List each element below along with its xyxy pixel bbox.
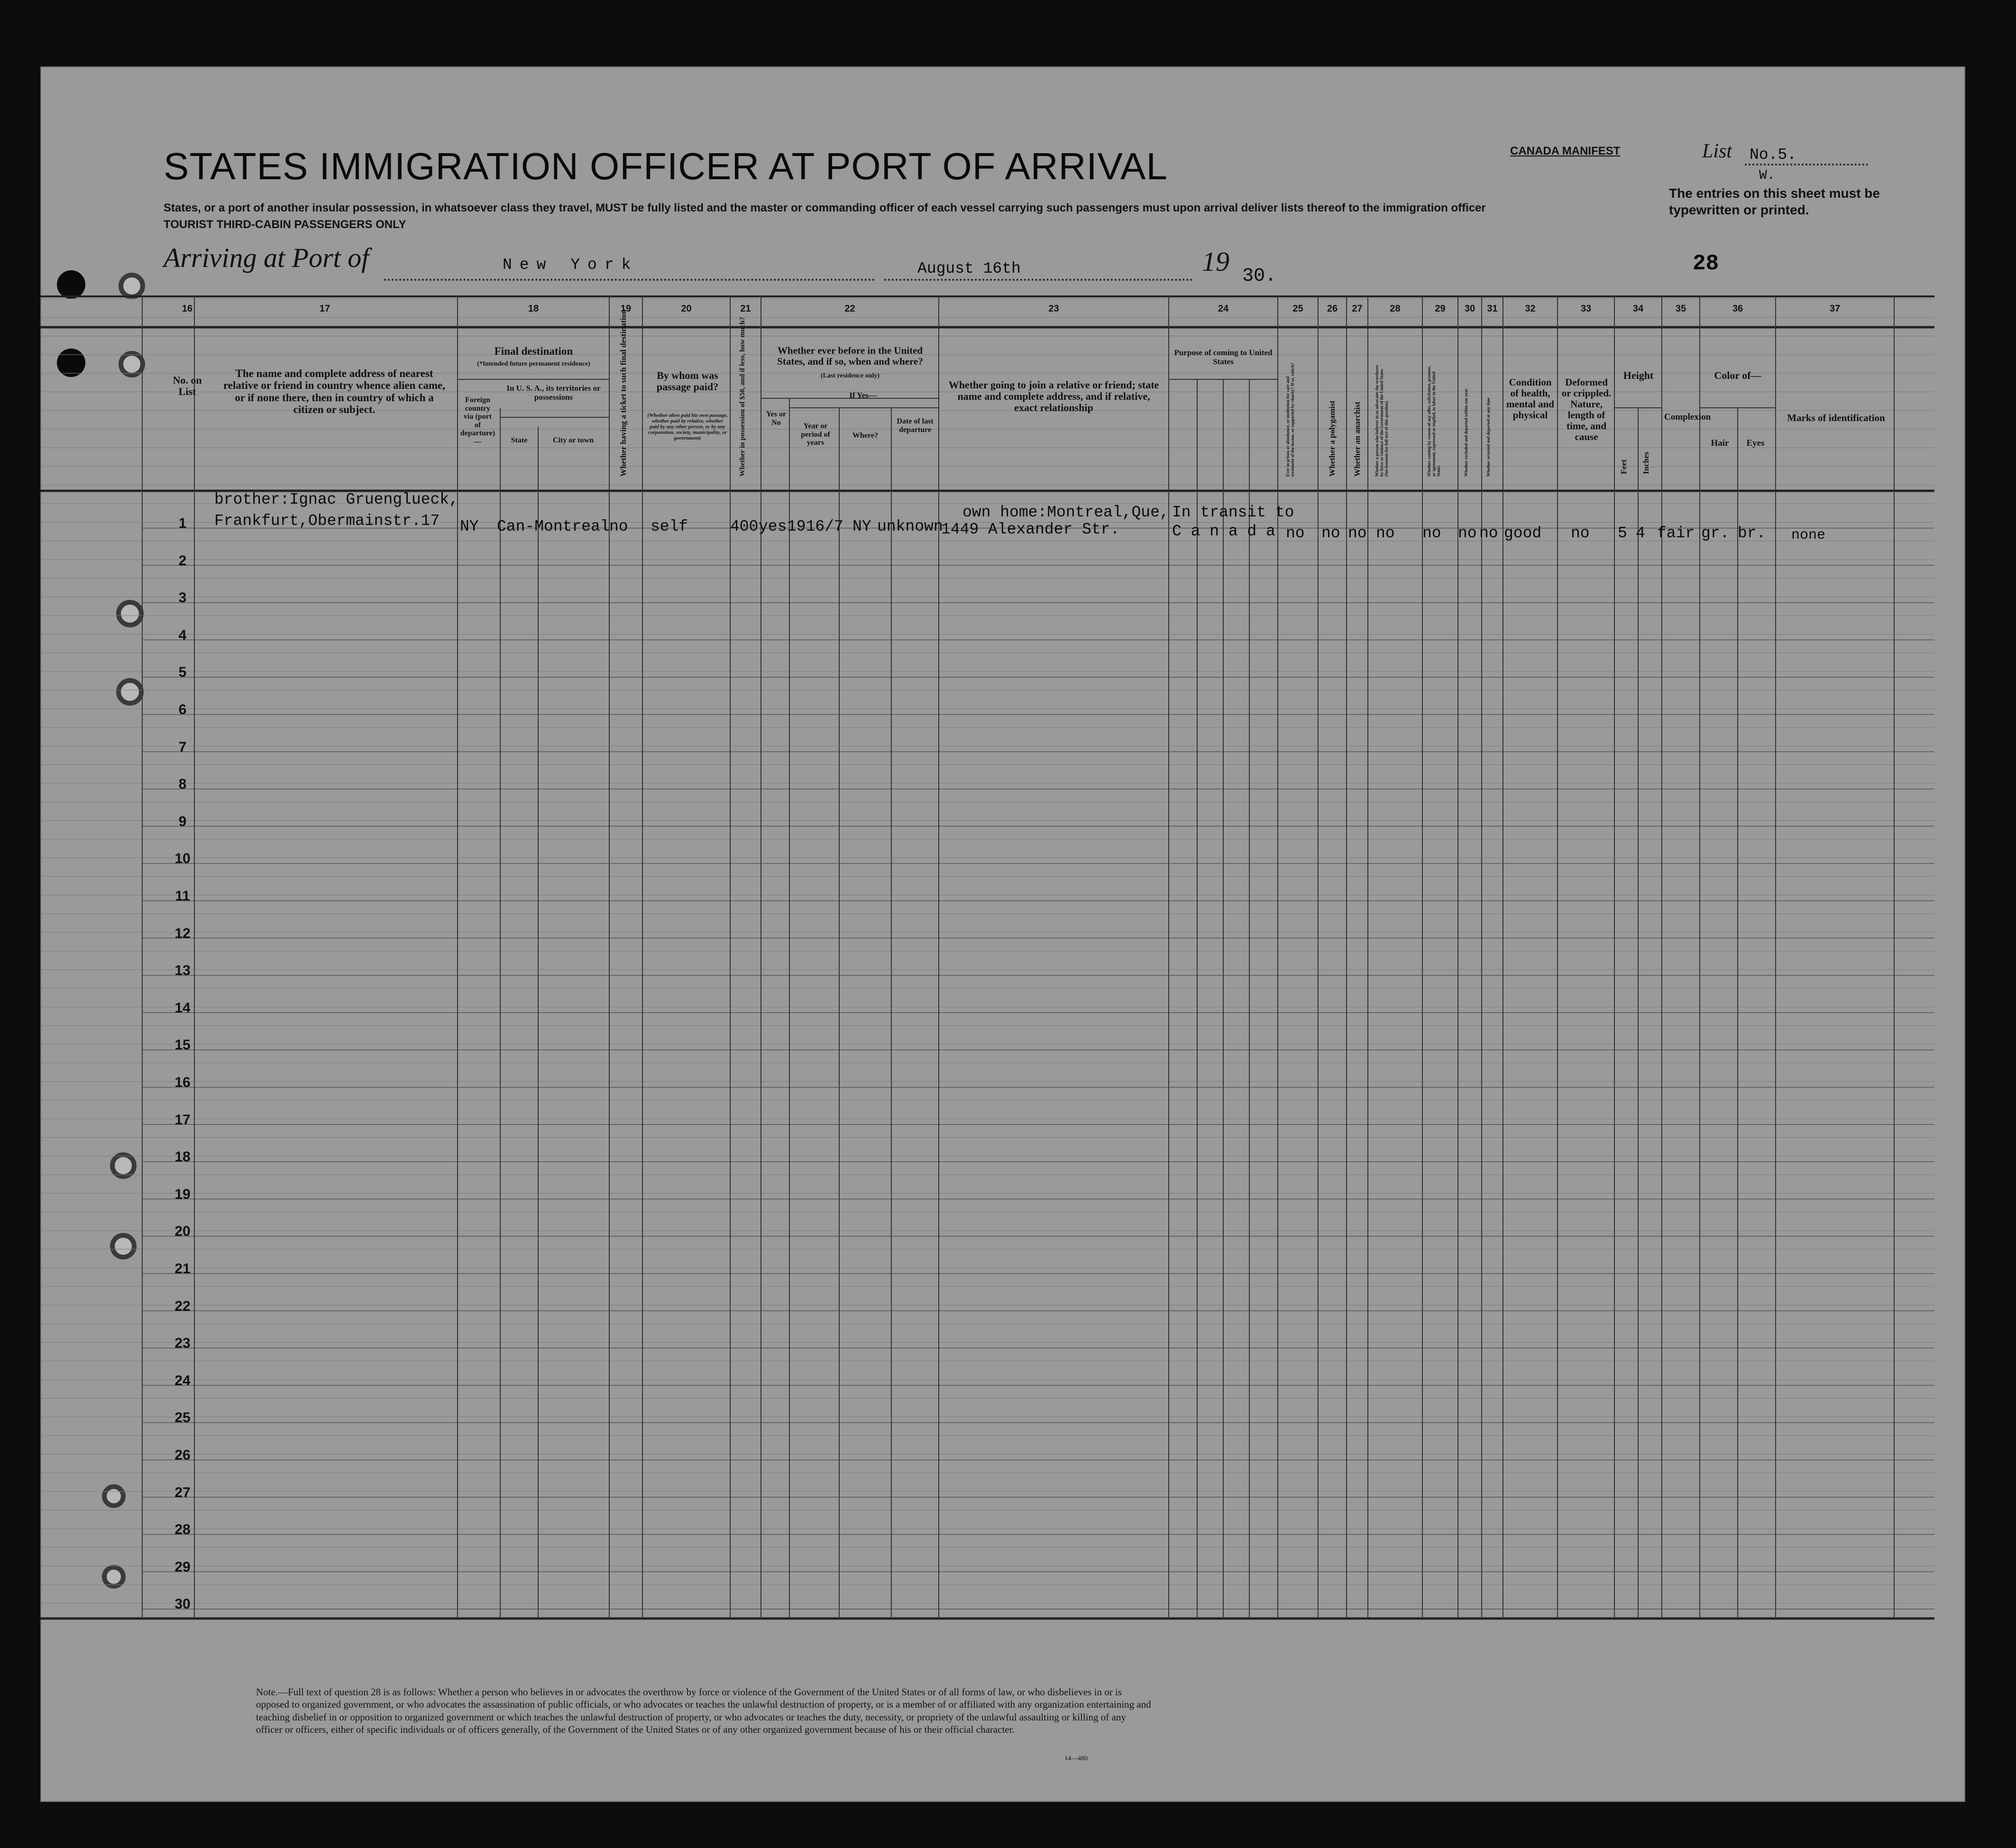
- date-value: August 16th: [917, 260, 1021, 277]
- entry-deformed: no: [1571, 524, 1590, 542]
- form-number: 14—480: [1064, 1755, 1088, 1762]
- entry-arrested: no: [1479, 524, 1498, 542]
- row-number: 18: [174, 1149, 191, 1165]
- row-number: 19: [174, 1186, 191, 1202]
- entry-relative-address: Frankfurt,Obermainstr.17: [214, 512, 440, 530]
- header-final-destination-note: (*Intended future permanent residence): [477, 360, 590, 368]
- entry-overthrow: no: [1376, 524, 1395, 542]
- year-prefix: 19: [1202, 246, 1229, 277]
- header-polygamist: Whether a polygamist: [1328, 400, 1337, 477]
- entry-polygamist: no: [1321, 524, 1340, 542]
- row-number: 28: [174, 1522, 191, 1538]
- entry-purpose-line1: In transit to: [1172, 504, 1294, 521]
- header-inches: Inches: [1641, 451, 1650, 474]
- header-color-of: Color of—: [1714, 369, 1761, 381]
- col-num-37: 37: [1829, 303, 1841, 314]
- header-offer: Whether coming by reason of any offer, solicitation, promise, or agreement, expressed or implied, to labor in the United States: [1427, 366, 1441, 477]
- col-num-36: 36: [1732, 303, 1743, 314]
- row-number: 17: [174, 1112, 191, 1128]
- row-number: 14: [174, 1000, 191, 1016]
- entry-money: 400: [730, 518, 759, 535]
- header-ticket: Whether having a ticket to such final destination: [619, 309, 628, 477]
- row-number: 11: [175, 888, 190, 904]
- col-num-20: 20: [681, 303, 692, 314]
- header-last-residence: (Last residence only): [820, 372, 880, 379]
- form-title: STATES IMMIGRATION OFFICER AT PORT OF ARRIVAL: [164, 145, 1168, 187]
- row-number: 9: [178, 813, 187, 829]
- entry-inches: 4: [1636, 524, 1645, 542]
- col-num-18: 18: [528, 303, 539, 314]
- entry-complexion: fair: [1657, 524, 1695, 542]
- entry-anarchist: no: [1348, 524, 1367, 542]
- row-number: 5: [178, 664, 187, 680]
- entries-note: The entries on this sheet must be typewritten or printed.: [1669, 186, 1880, 217]
- header-where: Where?: [852, 432, 878, 440]
- row-number: 1: [178, 515, 187, 531]
- col-num-25: 25: [1292, 303, 1303, 314]
- col-num-23: 23: [1048, 303, 1059, 314]
- header-feet: Feet: [1619, 459, 1628, 474]
- header-by-whom-paid-note: (Whether alien paid his own passage, whether paid by relative, whether paid by any other person, or by any corporation, society, municipality, or government): [647, 413, 728, 441]
- col-num-21: 21: [740, 303, 751, 314]
- list-letter: W.: [1759, 168, 1775, 183]
- form-subtitle: States, or a port of another insular possession, in whatsoever class they travel, MUST be fully listed and the master or commanding officer of each vessel carrying such passengers must upon arrival deliver lists thereof to the immigration officer: [164, 202, 1486, 214]
- row-number: 26: [174, 1447, 191, 1463]
- header-if-yes: If Yes—: [849, 391, 877, 400]
- row-number: 7: [178, 739, 187, 755]
- header-city: City or town: [553, 436, 594, 444]
- page-number: 28: [1693, 251, 1719, 276]
- entry-purpose-line2: C a n a d a: [1172, 523, 1275, 540]
- col-num-30: 30: [1464, 303, 1475, 314]
- col-num-16: 16: [182, 303, 193, 314]
- header-by-whom-paid: By whom was passage paid?: [656, 369, 719, 393]
- entry-offer: no: [1422, 524, 1441, 542]
- col-num-35: 35: [1675, 303, 1686, 314]
- row-number: 23: [174, 1335, 191, 1352]
- header-height: Height: [1623, 369, 1654, 381]
- header-in-usa: In U. S. A., its territories or possessions: [506, 384, 601, 402]
- header-state: State: [511, 436, 528, 444]
- row-number: 13: [174, 963, 191, 979]
- entry-paid-by: self: [651, 518, 688, 535]
- row-number: 25: [174, 1410, 191, 1426]
- header-arrested: Whether arrested and deported at any time: [1486, 397, 1491, 477]
- list-number: No.5.: [1750, 146, 1797, 164]
- row-number: 6: [178, 702, 187, 717]
- header-condition-health: Condition of health, mental and physical: [1506, 377, 1554, 421]
- header-joining-relative: Whether going to join a relative or friend; state name and complete address, and if relative, exact relationship: [948, 379, 1159, 414]
- header-hair: Hair: [1711, 438, 1729, 448]
- header-final-destination: Final destination: [494, 345, 573, 357]
- col-num-32: 32: [1525, 303, 1536, 314]
- header-purpose: Purpose of coming to United States: [1174, 348, 1273, 366]
- col-num-29: 29: [1435, 303, 1446, 314]
- col-num-33: 33: [1580, 303, 1592, 314]
- tourist-class-line: TOURIST THIRD-CABIN PASSENGERS ONLY: [164, 218, 406, 231]
- col-num-26: 26: [1327, 303, 1338, 314]
- entry-where: NY: [852, 518, 871, 535]
- row-number: 29: [174, 1559, 191, 1575]
- col-num-24: 24: [1218, 303, 1229, 314]
- row-number: 20: [174, 1223, 191, 1240]
- row-number: 16: [174, 1075, 191, 1090]
- entry-relative: brother:Ignac Gruenglueck,: [214, 491, 458, 508]
- row-number: 21: [174, 1261, 191, 1277]
- entry-before-in-us: yes: [759, 518, 787, 535]
- entry-ticket: no: [609, 518, 628, 535]
- footnote-question-28: Note.—Full text of question 28 is as follows: Whether a person who believes in or advocates the overthrow by force or violence of the Government of the United States or of all forms of law, or who disbelieves in or is opposed to organized government, or who advocates the assassination of public officials, or who advocates or teaches the unlawful destruction of property, or is a member of or affiliated with any organization entertaining and teaching disbelief in or opposition to organized government or which teaches the unlawful destruction of property, or who advocates or teaches the duty, necessity, or propriety of the unlawful assaulting or killing of any officer or officers, either of specific individuals or of officers generally, of the Government of the United States or of any other organized government because of his or their official character.: [256, 1686, 1151, 1735]
- header-marks: Marks of identification: [1787, 412, 1885, 423]
- col-num-19: 19: [620, 303, 632, 314]
- header-eyes: Eyes: [1746, 438, 1765, 448]
- entry-years: 1916/7: [787, 518, 843, 535]
- entry-eyes: br.: [1738, 524, 1766, 542]
- col-num-34: 34: [1632, 303, 1644, 314]
- header-excluded: Whether excluded and deported within one year: [1464, 388, 1468, 477]
- entry-marks: none: [1791, 527, 1826, 543]
- header-complexion: Complexion: [1664, 412, 1711, 422]
- row-number: 2: [178, 552, 187, 569]
- header-no-on-list: No. on List: [173, 374, 202, 398]
- row-number: 4: [178, 627, 187, 643]
- row-number: 24: [174, 1372, 191, 1388]
- list-label: List: [1702, 140, 1732, 162]
- header-foreign-country: Foreign country via (port of departure)—: [460, 396, 495, 446]
- row-number: 27: [174, 1484, 191, 1500]
- header-money: Whether in possession of $50, and if less, how much?: [739, 317, 746, 477]
- entry-health: good: [1504, 524, 1542, 542]
- col-num-17: 17: [319, 303, 330, 314]
- entry-feet: 5: [1618, 524, 1627, 542]
- entry-city: Can-Montreal: [497, 518, 610, 535]
- entry-joining-line1: own home:Montreal,Que,: [962, 504, 1169, 521]
- arriving-label: Arriving at Port of: [164, 242, 369, 273]
- col-num-31: 31: [1487, 303, 1498, 314]
- row-number: 30: [174, 1596, 191, 1612]
- header-prison: Ever in prison or almshouse, or institution for care and treatment of the insane, or supported by charity? If so, which?: [1285, 363, 1295, 477]
- row-number: 12: [174, 925, 191, 941]
- header-before-in-us: Whether ever before in the United States, and if so, when and where?: [777, 345, 923, 368]
- header-relative-address: The name and complete address of nearest relative or friend in country whence alien came, or if none there, then in country of which a citizen or subject.: [223, 368, 445, 415]
- year-suffix: 30.: [1242, 266, 1277, 287]
- header-yes-or-no: Yes or No: [766, 410, 787, 427]
- header-deformed: Deformed or crippled. Nature, length of time, and cause: [1561, 377, 1612, 443]
- entry-state: NY: [460, 518, 479, 535]
- row-number: 22: [174, 1298, 191, 1314]
- header-year-period: Year or period of years: [801, 422, 830, 447]
- entry-excluded: no: [1458, 524, 1477, 542]
- entry-joining-line2: 1449 Alexander Str.: [941, 521, 1120, 538]
- header-anarchist: Whether an anarchist: [1353, 401, 1362, 477]
- entry-hair: gr.: [1701, 524, 1730, 542]
- entry-prison: no: [1286, 524, 1305, 542]
- row-number: 3: [178, 590, 187, 606]
- row-number: 15: [174, 1037, 191, 1053]
- entry-departure-date: unknown: [877, 518, 943, 535]
- manifest-label: CANADA MANIFEST: [1510, 145, 1621, 157]
- col-num-22: 22: [844, 303, 855, 314]
- port-value: New York: [503, 256, 639, 274]
- col-num-28: 28: [1390, 303, 1401, 314]
- row-number: 8: [178, 776, 187, 792]
- row-number: 10: [174, 851, 191, 867]
- col-num-27: 27: [1352, 303, 1363, 314]
- header-overthrow: Whether a person who believes in or advocates the overthrow by force or violence of the Government of the United States (See footnote for full text of this question): [1375, 365, 1389, 477]
- header-last-departure: Date of last departure: [897, 417, 934, 434]
